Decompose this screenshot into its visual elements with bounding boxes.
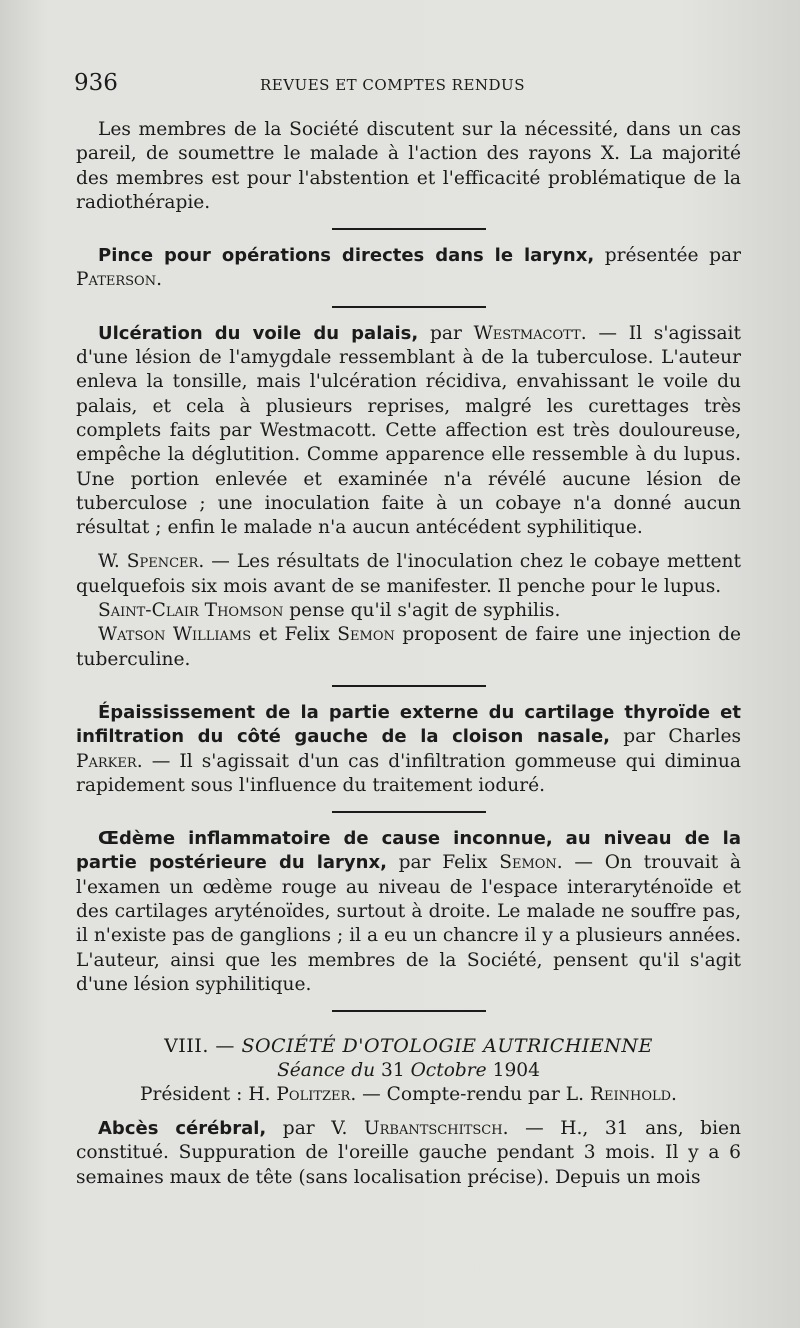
paragraph-discussion: Les membres de la Société discutent sur la nécessité, dans un cas pareil, de soumettre le malade à l'action des rayons X. La majorité des membres est pour l'abstention et l'efficacité problématique de la radiothérapie.	[76, 119, 741, 213]
entry-title: Ulcération du voile du palais,	[98, 322, 419, 344]
entry-title: Pince pour opérations directes dans le larynx,	[98, 245, 595, 267]
comment-thomson: Saint-Clair Thomson pense qu'il s'agit de syphilis.	[98, 600, 561, 622]
author-name: Parker	[76, 750, 137, 772]
entry-ulceration: Ulcération du voile du palais, par Westmacott. — Il s'agissait d'une lésion de l'amygdale ressemblant à de la tuberculose. L'auteur enleva la tonsille, mais l'ulcération récidiva, envahissant le voile du palais, et cela à plusieurs reprises, malgré les curettages très complets faits par Westmacott. Cette affection est très douloureuse, empêche la déglutition. Comme apparence elle ressemble à du lupus. Une portion enlevée et examinée n'a révélé aucune lésion de tuberculose ; une inoculation faite à un cobaye n'a donné aucun résultat ; enfin le malade n'a aucun antécédent syphilitique.	[76, 322, 741, 539]
author-name: Westmacott	[473, 322, 581, 344]
entry-oedeme: Œdème inflammatoire de cause inconnue, au niveau de la partie postérieure du larynx, par Felix Semon. — On trouvait à l'examen un œdème rouge au niveau de l'espace interaryténoïde et des cartilages aryténoïdes, surtout à droite. Le malade ne souffre pas, il n'existe pas de ganglions ; il a eu un chancre il y a plusieurs années. L'auteur, ainsi que les membres de la Société, pensent qu'il s'agit d'une lésion syphilitique.	[76, 828, 741, 995]
seance-date: Séance du 31 Octobre 1904	[277, 1059, 540, 1081]
entry-title: Épaississement de la partie externe du cartilage thyroïde et infiltration du côté gauche de la cloison nasale,	[76, 701, 741, 748]
page-header	[74, 66, 744, 106]
author-name: Reinhold	[589, 1083, 672, 1105]
author-name: Watson Williams	[98, 624, 252, 646]
comment-spencer: W. Spencer. — Les résultats de l'inoculation chez le cobaye mettent quelquefois six mois avant de se manifester. Il penche pour le lupus.	[76, 551, 741, 597]
section-divider	[332, 685, 486, 687]
author-name: Politzer	[276, 1083, 351, 1105]
entry-pince: Pince pour opérations directes dans le larynx, présentée par Paterson.	[76, 245, 741, 291]
entry-epaississement: Épaississement de la partie externe du cartilage thyroïde et infiltration du côté gauche de la cloison nasale, par Charles Parker. — Il s'agissait d'un cas d'infiltration gommeuse qui diminua rapidement sous l'influence du traitement ioduré.	[76, 701, 741, 796]
section-divider	[332, 1010, 486, 1012]
page-body	[76, 118, 741, 1190]
author-name: Saint-Clair Thomson	[98, 600, 284, 622]
author-name: W. Spencer	[98, 551, 199, 573]
section-heading: VIII. — SOCIÉTÉ D'OTOLOGIE AUTRICHIENNE	[164, 1035, 653, 1058]
page-number: 936	[74, 70, 118, 96]
entry-title: Abcès cérébral,	[98, 1118, 267, 1140]
entry-abces: Abcès cérébral, par V. Urbantschitsch. — H., 31 ans, bien constitué. Suppuration de l'oreille gauche pendant 3 mois. Il y a 6 semaines maux de tête (sans localisation précise). Depuis un mois	[76, 1118, 742, 1188]
section-divider	[332, 811, 486, 813]
author-name: Urbantschitsch	[363, 1118, 503, 1140]
section-divider	[332, 228, 486, 230]
author-name: Semon	[499, 852, 557, 874]
entry-title: Œdème inflammatoire de cause inconnue, au niveau de la partie postérieure du larynx,	[76, 828, 741, 874]
author-name: Semon	[337, 624, 395, 646]
running-title: REVUES ET COMPTES RENDUS	[260, 76, 525, 94]
section-title: SOCIÉTÉ D'OTOLOGIE AUTRICHIENNE	[241, 1035, 653, 1058]
president-line: Président : H. Politzer. — Compte-rendu par L. Reinhold.	[140, 1083, 677, 1105]
section-divider	[332, 306, 486, 308]
author-name: Paterson	[76, 269, 157, 291]
comment-watson: Watson Williams et Felix Semon proposent de faire une injection de tuberculine.	[76, 624, 741, 670]
